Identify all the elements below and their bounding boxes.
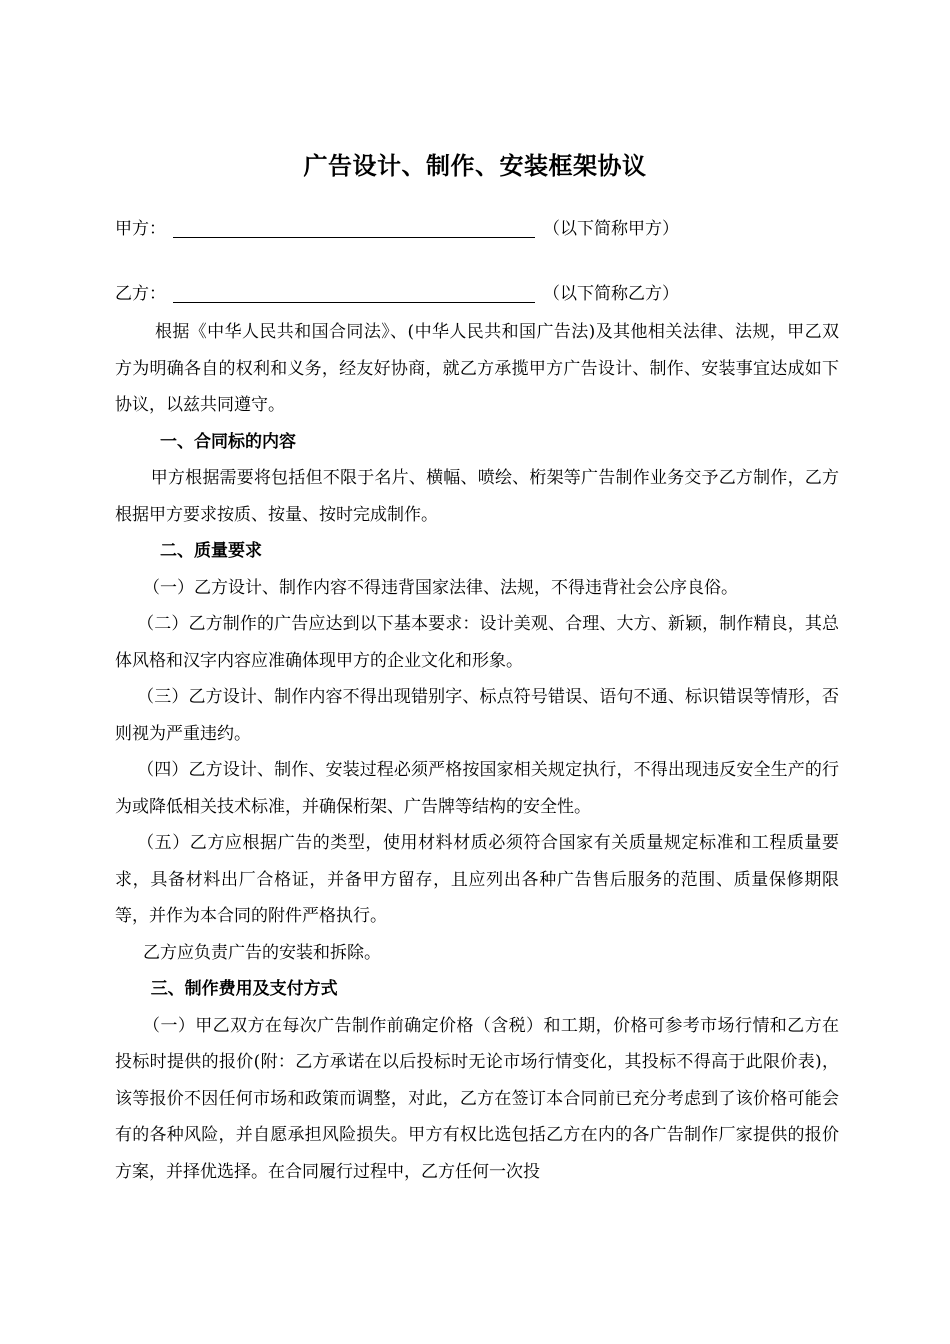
document-title: 广告设计、制作、安装框架协议 bbox=[303, 152, 647, 180]
section-1-paragraph: 甲方根据需要将包括但不限于名片、横幅、喷绘、桁架等广告制作业务交予乙方制作，乙方根据甲方要求按质、按量、按时完成制作。 bbox=[115, 468, 839, 525]
clause-2-install: 乙方应负责广告的安装和拆除。 bbox=[143, 942, 382, 963]
party-b-line bbox=[115, 279, 855, 309]
clause-2-2: （二）乙方制作的广告应达到以下基本要求：设计美观、合理、大方、新颖，制作精良，其总体风格和汉字内容应准确体现甲方的企业文化和形象。 bbox=[115, 614, 839, 671]
clause-2-3: （三）乙方设计、制作内容不得出现错别字、标点符号错误、语句不通、标识错误等情形，否则视为严重违约。 bbox=[115, 687, 839, 744]
clause-2-5: （五）乙方应根据广告的类型，使用材料材质必须符合国家有关质量规定标准和工程质量要求，具备材料出厂合格证，并备甲方留存，且应列出各种广告售后服务的范围、质量保修期限等，并作为本合同的附件严格执行。 bbox=[115, 833, 839, 926]
party-a-suffix: （以下简称甲方） bbox=[543, 219, 679, 239]
clause-2-1: （一）乙方设计、制作内容不得违背国家法律、法规，不得违背社会公序良俗。 bbox=[143, 577, 739, 598]
party-b-label: 乙方： bbox=[115, 284, 166, 304]
preamble-paragraph: 根据《中华人民共和国合同法》、(中华人民共和国广告法)及其他相关法律、法规，甲乙双方为明确各自的权利和义务，经友好协商，就乙方承揽甲方广告设计、制作、安装事宜达成如下协议，以兹共同遵守。 bbox=[115, 322, 839, 415]
section-heading-2: 二、质量要求 bbox=[160, 541, 263, 561]
section-heading-1: 一、合同标的内容 bbox=[160, 431, 297, 452]
party-a-blank-field bbox=[173, 217, 535, 238]
clause-3-1: （一）甲乙双方在每次广告制作前确定价格（含税）和工期，价格可参考市场行情和乙方在投标时提供的报价(附：乙方承诺在以后投标时无论市场行情变化，其投标不得高于此限价表)，该等报价不因任何市场和政策而调整，对此，乙方在签订本合同前已充分考虑到了该价格可能会有的各种风险，并自愿承担风险损失。甲方有权比选包括乙方在内的各广告制作厂家提供的报价方案，并择优选择。在合同履行过程中，乙方任何一次投 bbox=[115, 1015, 839, 1182]
party-a-line bbox=[115, 214, 855, 244]
party-b-suffix: （以下简称乙方） bbox=[543, 284, 679, 304]
party-a-label: 甲方： bbox=[115, 219, 166, 239]
section-heading-3: 三、制作费用及支付方式 bbox=[150, 979, 338, 999]
clause-2-4: （四）乙方设计、制作、安装过程必须严格按国家相关规定执行，不得出现违反安全生产的行为或降低相关技术标准，并确保桁架、广告牌等结构的安全性。 bbox=[115, 760, 839, 817]
party-b-blank-field bbox=[173, 282, 535, 303]
document-body bbox=[115, 314, 839, 1190]
